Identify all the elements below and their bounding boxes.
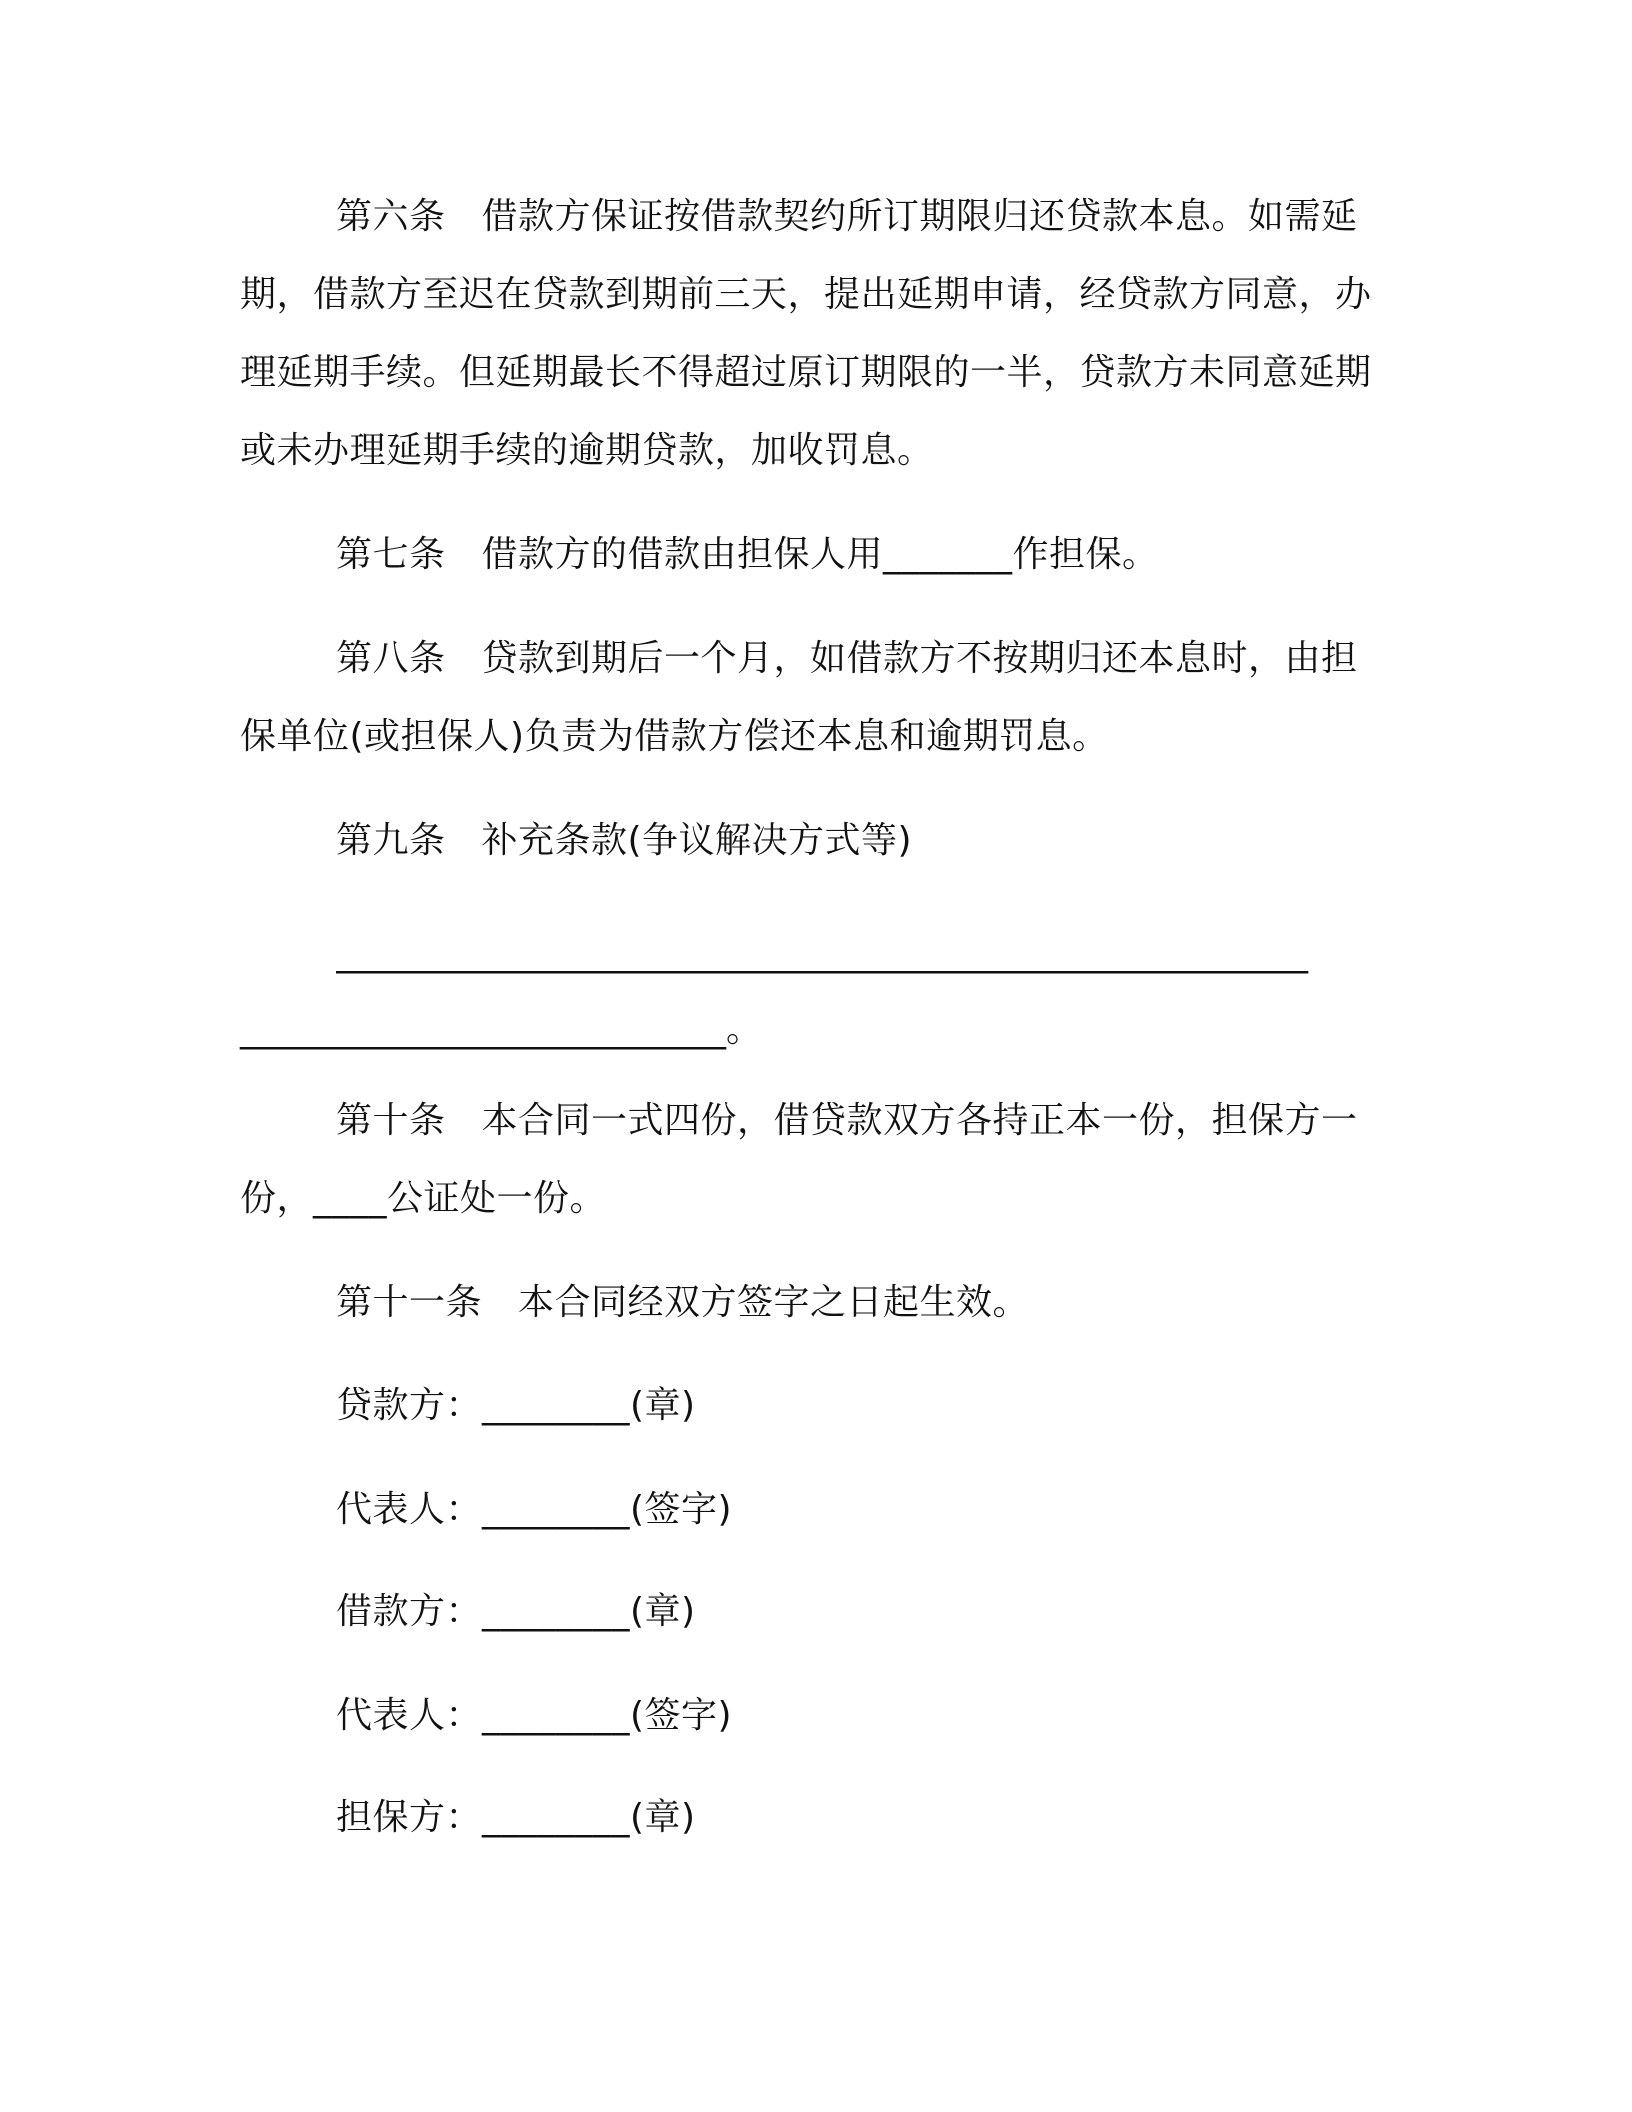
article-7-text: 借款方的借款由担保人用_______作担保。 xyxy=(481,534,1159,575)
signature-role: 代表人： xyxy=(336,1489,483,1530)
article-8-text: 贷款到期后一个月，如借款方不按期归还本息时，由担保单位(或担保人)负责为借款方偿还本息和逾期罚息。 xyxy=(240,638,1358,757)
article-6 xyxy=(240,178,1375,490)
article-9-text: 补充条款(争议解决方式等) xyxy=(481,820,913,861)
signature-guarantor xyxy=(336,1788,696,1848)
article-11-label: 第十一条 xyxy=(336,1282,483,1323)
article-11 xyxy=(240,1264,1375,1342)
article-10 xyxy=(240,1082,1375,1238)
article-8 xyxy=(240,620,1375,776)
signature-note: (章) xyxy=(630,1385,696,1426)
signature-role: 贷款方： xyxy=(336,1385,483,1426)
article-9-label: 第九条 xyxy=(336,820,446,861)
signature-role: 借款方： xyxy=(336,1591,483,1632)
signature-blank: ________ xyxy=(482,1591,631,1632)
signature-lender xyxy=(336,1376,696,1436)
signature-role: 代表人： xyxy=(336,1695,483,1736)
article-11-text: 本合同经双方签字之日起生效。 xyxy=(518,1282,1030,1323)
signature-blank: ________ xyxy=(482,1695,631,1736)
article-9-blank-line-2: ___________________________。 xyxy=(240,1009,762,1050)
signature-note: (签字) xyxy=(630,1695,733,1736)
signature-borrower-representative xyxy=(336,1686,732,1746)
signature-lender-representative xyxy=(336,1480,732,1540)
signature-role: 担保方： xyxy=(336,1797,483,1838)
article-10-text: 本合同一式四份，借贷款双方各持正本一份，担保方一份，____公证处一份。 xyxy=(240,1100,1358,1219)
signature-note: (章) xyxy=(630,1591,696,1632)
signature-blank: ________ xyxy=(482,1797,631,1838)
article-10-label: 第十条 xyxy=(336,1100,446,1141)
signature-note: (签字) xyxy=(630,1489,733,1530)
article-9 xyxy=(240,802,1375,880)
signature-blank: ________ xyxy=(482,1385,631,1426)
signature-note: (章) xyxy=(630,1797,696,1838)
article-7-label: 第七条 xyxy=(336,534,446,575)
article-6-label: 第六条 xyxy=(336,196,446,237)
article-8-label: 第八条 xyxy=(336,638,446,679)
signature-blank: ________ xyxy=(482,1489,631,1530)
signature-borrower xyxy=(336,1582,696,1642)
article-6-text: 借款方保证按借款契约所订期限归还贷款本息。如需延期，借款方至迟在贷款到期前三天，提出延期申请，经贷款方同意，办理延期手续。但延期最长不得超过原订期限的一半，贷款方未同意延期或未办理延期手续的逾期贷款，加收罚息。 xyxy=(240,196,1372,471)
article-7 xyxy=(240,516,1375,594)
article-9-blank-line-1: ______________________________________________________ xyxy=(336,933,1308,974)
